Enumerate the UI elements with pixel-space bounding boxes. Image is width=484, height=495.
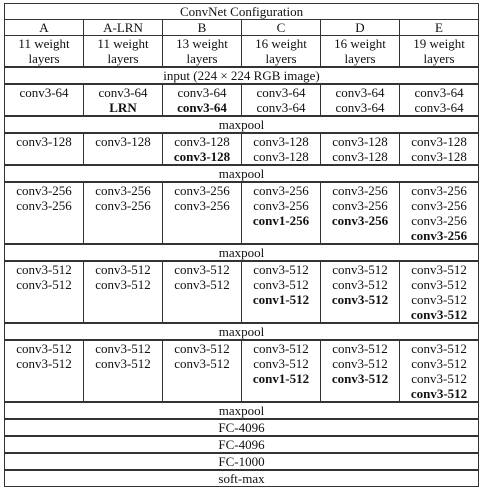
layer-entry: conv3-128 xyxy=(95,134,151,149)
layer-entry: conv3-512 xyxy=(253,262,309,277)
layer-entry: conv3-128 xyxy=(411,134,467,149)
column-label-a: A xyxy=(5,20,84,36)
maxpool-5-row xyxy=(5,402,479,419)
layer-entry: conv3-64 xyxy=(414,100,464,115)
fc-layer-1-row xyxy=(5,419,479,436)
layer-entry: conv3-128 xyxy=(332,149,388,164)
layer-entry: conv3-256 xyxy=(95,198,151,213)
layer-entry: conv3-256 xyxy=(253,183,309,198)
layer-entry: conv3-128 xyxy=(174,134,230,149)
layer-entry: conv3-512 xyxy=(411,277,467,292)
fc-layer-2: FC-4096 xyxy=(5,436,479,453)
fc-layer-2-row xyxy=(5,436,479,453)
depth-line: layers xyxy=(344,51,376,66)
layer-entry: conv3-512 xyxy=(174,262,230,277)
layer-entry: conv3-128 xyxy=(16,134,72,149)
conv-block-cell xyxy=(242,340,321,402)
column-depth-cell xyxy=(163,36,242,68)
conv-block-cell xyxy=(84,340,163,402)
input-layer: input (224 × 224 RGB image) xyxy=(5,67,479,84)
conv-block-cell xyxy=(321,340,400,402)
layer-entry: conv3-512 xyxy=(253,277,309,292)
conv-block-cell xyxy=(400,261,479,323)
layer-entry: conv3-512 xyxy=(174,277,230,292)
layer-entry: conv3-512 xyxy=(174,341,230,356)
fc-layer-3: FC-1000 xyxy=(5,453,479,470)
layer-entry: conv3-512 xyxy=(332,356,388,371)
layer-entry: conv3-512 xyxy=(16,277,72,292)
layer-entry: conv3-128 xyxy=(253,149,309,164)
conv-block-cell xyxy=(84,261,163,323)
maxpool-1-row xyxy=(5,116,479,133)
conv-block-cell xyxy=(5,182,84,244)
depth-line: layers xyxy=(186,51,218,66)
depth-line: 19 weight xyxy=(413,36,465,51)
table-title: ConvNet Configuration xyxy=(5,4,479,20)
conv-block-cell xyxy=(321,261,400,323)
layer-entry: conv3-256 xyxy=(411,183,467,198)
layer-entry: conv3-64 xyxy=(256,85,306,100)
column-depth-row xyxy=(5,36,479,68)
layer-entry: conv3-256 xyxy=(332,183,388,198)
layer-entry: conv3-512 xyxy=(332,262,388,277)
conv-block-3 xyxy=(5,182,479,244)
layer-entry: conv1-256 xyxy=(252,213,310,228)
layer-entry: conv3-64 xyxy=(177,85,227,100)
layer-entry: LRN xyxy=(109,100,137,115)
depth-line: layers xyxy=(28,51,60,66)
layer-entry: conv3-512 xyxy=(332,277,388,292)
column-label-b: B xyxy=(163,20,242,36)
layer-entry: conv3-512 xyxy=(410,307,468,322)
layer-entry: conv3-512 xyxy=(411,262,467,277)
layer-entry: conv3-64 xyxy=(98,85,148,100)
fc-layer-3-row xyxy=(5,453,479,470)
layer-entry: conv3-64 xyxy=(19,85,69,100)
conv-block-1 xyxy=(5,84,479,116)
maxpool-4: maxpool xyxy=(5,323,479,340)
column-label-row xyxy=(5,20,479,36)
depth-line: 11 weight xyxy=(97,36,149,51)
layer-entry: conv3-512 xyxy=(16,356,72,371)
conv-block-cell xyxy=(163,84,242,116)
maxpool-1: maxpool xyxy=(5,116,479,133)
layer-entry: conv3-512 xyxy=(95,356,151,371)
conv-block-cell xyxy=(163,182,242,244)
layer-entry: conv3-128 xyxy=(411,149,467,164)
layer-entry: conv3-256 xyxy=(411,213,467,228)
column-depth-cell xyxy=(84,36,163,68)
layer-entry: conv3-512 xyxy=(410,386,468,401)
maxpool-2: maxpool xyxy=(5,165,479,182)
layer-entry: conv1-512 xyxy=(252,371,310,386)
maxpool-4-row xyxy=(5,323,479,340)
layer-entry: conv3-128 xyxy=(253,134,309,149)
layer-entry: conv3-512 xyxy=(331,371,389,386)
layer-entry: conv3-256 xyxy=(332,198,388,213)
layer-entry: conv3-512 xyxy=(411,371,467,386)
depth-line: 16 weight xyxy=(255,36,307,51)
layer-entry: conv3-64 xyxy=(177,100,227,115)
maxpool-3-row xyxy=(5,244,479,261)
layer-entry: conv1-512 xyxy=(252,292,310,307)
layer-entry: conv3-512 xyxy=(253,341,309,356)
conv-block-cell xyxy=(84,133,163,165)
conv-block-cell xyxy=(242,133,321,165)
conv-block-cell xyxy=(321,182,400,244)
conv-block-cell xyxy=(163,340,242,402)
layer-entry: conv3-512 xyxy=(331,292,389,307)
layer-entry: conv3-512 xyxy=(174,356,230,371)
conv-block-2 xyxy=(5,133,479,165)
conv-block-cell xyxy=(84,84,163,116)
conv-block-cell xyxy=(321,133,400,165)
fc-layer-1: FC-4096 xyxy=(5,419,479,436)
conv-block-4 xyxy=(5,261,479,323)
conv-block-cell xyxy=(5,340,84,402)
layer-entry: conv3-512 xyxy=(411,356,467,371)
conv-block-cell xyxy=(242,261,321,323)
input-layer-row xyxy=(5,67,479,84)
convnet-config-table-container xyxy=(4,3,478,487)
depth-line: 11 weight xyxy=(18,36,70,51)
conv-block-cell xyxy=(321,84,400,116)
conv-block-cell xyxy=(242,84,321,116)
conv-block-cell xyxy=(400,340,479,402)
softmax-layer: soft-max xyxy=(5,470,479,487)
conv-block-cell xyxy=(5,84,84,116)
layer-entry: conv3-256 xyxy=(174,183,230,198)
column-depth-cell xyxy=(400,36,479,68)
conv-block-cell xyxy=(163,133,242,165)
conv-block-cell xyxy=(5,133,84,165)
conv-block-5 xyxy=(5,340,479,402)
title-row xyxy=(5,4,479,20)
layer-entry: conv3-256 xyxy=(331,213,389,228)
layer-entry: conv3-512 xyxy=(95,277,151,292)
column-label-d: D xyxy=(321,20,400,36)
conv-block-cell xyxy=(400,84,479,116)
column-depth-cell xyxy=(5,36,84,68)
layer-entry: conv3-256 xyxy=(410,228,468,243)
column-depth-cell xyxy=(321,36,400,68)
conv-block-cell xyxy=(242,182,321,244)
depth-line: layers xyxy=(107,51,139,66)
convnet-config-table xyxy=(4,3,479,487)
layer-entry: conv3-256 xyxy=(411,198,467,213)
column-label-c: C xyxy=(242,20,321,36)
layer-entry: conv3-256 xyxy=(95,183,151,198)
layer-entry: conv3-512 xyxy=(95,341,151,356)
layer-entry: conv3-512 xyxy=(253,356,309,371)
layer-entry: conv3-256 xyxy=(16,198,72,213)
layer-entry: conv3-64 xyxy=(414,85,464,100)
conv-block-cell xyxy=(400,133,479,165)
layer-entry: conv3-64 xyxy=(335,100,385,115)
column-depth-cell xyxy=(242,36,321,68)
layer-entry: conv3-512 xyxy=(16,341,72,356)
column-label-e: E xyxy=(400,20,479,36)
column-label-a-lrn: A-LRN xyxy=(84,20,163,36)
softmax-layer-row xyxy=(5,470,479,487)
layer-entry: conv3-256 xyxy=(174,198,230,213)
layer-entry: conv3-128 xyxy=(173,149,231,164)
depth-line: 13 weight xyxy=(176,36,228,51)
layer-entry: conv3-512 xyxy=(411,292,467,307)
table-body xyxy=(5,4,479,487)
conv-block-cell xyxy=(84,182,163,244)
depth-line: layers xyxy=(265,51,297,66)
depth-line: layers xyxy=(423,51,455,66)
layer-entry: conv3-256 xyxy=(253,198,309,213)
layer-entry: conv3-64 xyxy=(256,100,306,115)
maxpool-3: maxpool xyxy=(5,244,479,261)
layer-entry: conv3-512 xyxy=(332,341,388,356)
conv-block-cell xyxy=(5,261,84,323)
conv-block-cell xyxy=(163,261,242,323)
layer-entry: conv3-64 xyxy=(335,85,385,100)
layer-entry: conv3-512 xyxy=(16,262,72,277)
maxpool-5: maxpool xyxy=(5,402,479,419)
maxpool-2-row xyxy=(5,165,479,182)
layer-entry: conv3-512 xyxy=(95,262,151,277)
layer-entry: conv3-512 xyxy=(411,341,467,356)
depth-line: 16 weight xyxy=(334,36,386,51)
layer-entry: conv3-128 xyxy=(332,134,388,149)
layer-entry: conv3-256 xyxy=(16,183,72,198)
conv-block-cell xyxy=(400,182,479,244)
